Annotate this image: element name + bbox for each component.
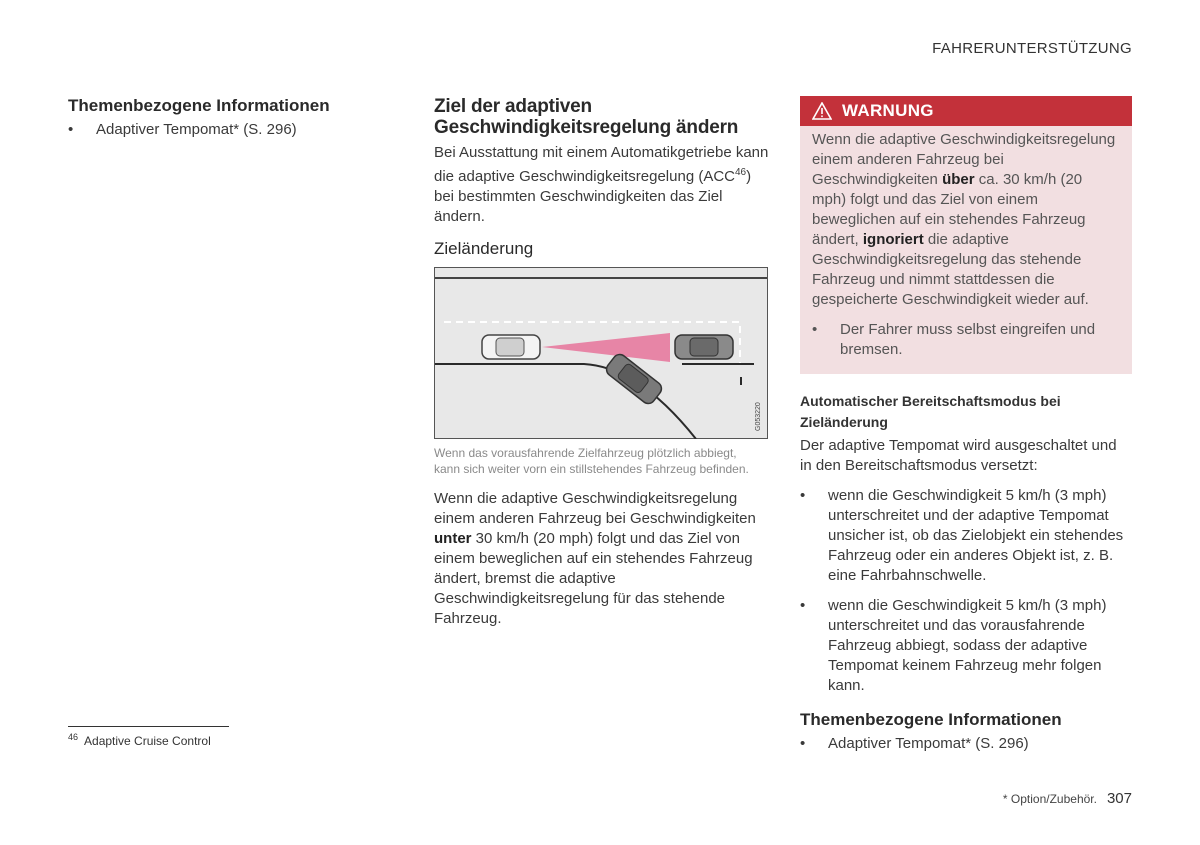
intro-paragraph xyxy=(434,143,770,227)
intro-text-b: ) bei bestimmten Geschwindigkeiten das Ziel ändern. xyxy=(434,168,752,225)
warning-box xyxy=(800,126,1132,374)
related-info-heading-right: Themenbezogene Informationen xyxy=(800,710,1062,729)
diagram-code: G053220 xyxy=(755,402,762,431)
related-info-heading: Themenbezogene Informationen xyxy=(68,96,330,115)
footnote-ref[interactable]: 46 xyxy=(735,167,747,178)
footnote-number: 46 xyxy=(68,732,79,742)
warning-bold-2: ignoriert xyxy=(862,231,924,248)
body-text-b: 30 km/h (20 mph) folgt und das Ziel von einem beweglichen auf ein stehendes Fahrzeug ändert, bremst die adaptive Geschwindigkeitsregelung für das stehende Fahrzeug. xyxy=(434,530,753,627)
warning-text-a: Wenn die adaptive Geschwindigkeitsregelung einem anderen Fahrzeug bei Geschwindigkeiten xyxy=(812,131,1116,188)
body-bold: unter xyxy=(434,530,472,547)
intro-text-a: Bei Ausstattung mit einem Automatikgetriebe kann die adaptive Geschwindigkeitsregelung (ACC xyxy=(434,144,769,185)
list-item: • wenn die Geschwindigkeit 5 km/h (3 mph) unterschreitet und das vorausfahrende Fahrzeug abbiegt, sodass der adaptive Tempomat keinem Fahrzeug mehr folgen kann. xyxy=(800,596,1132,696)
column-left xyxy=(68,96,368,140)
section-header: FAHRERUNTERSTÜTZUNG xyxy=(932,40,1132,57)
standby-subheading: Automatischer Bereitschaftsmodus bei Zieländerung xyxy=(800,393,1061,430)
page-number: 307 xyxy=(1106,790,1132,807)
warning-header xyxy=(800,96,1132,126)
stationary-car xyxy=(675,335,733,359)
list-item: • wenn die Geschwindigkeit 5 km/h (3 mph) unterschreitet und der adaptive Tempomat unsicher ist, ob das Zielobjekt ein stehendes Fahrzeug oder ein anderes Objekt ist, z. B. eine Fahrbahnschwelle. xyxy=(800,486,1132,586)
section-title: Ziel der adaptiven Geschwindigkeitsregelung ändern xyxy=(434,96,739,138)
warning-bold-1: über xyxy=(942,171,975,188)
body-paragraph xyxy=(434,489,770,629)
page-footer xyxy=(1003,790,1132,807)
warning-bullet: • Der Fahrer muss selbst eingreifen und bremsen. xyxy=(812,320,1120,360)
standby-intro: Der adaptive Tempomat wird ausgeschaltet und in den Bereitschaftsmodus versetzt: xyxy=(800,437,1117,474)
column-right xyxy=(800,96,1132,754)
footnote-text: Adaptive Cruise Control xyxy=(84,734,211,748)
option-note: * Option/Zubehör. xyxy=(1002,792,1097,806)
warning-text-b: ca. 30 km/h (20 mph) folgt und das Ziel von einem beweglichen auf ein stehendes Fahrzeug ändert, xyxy=(812,171,1086,248)
body-text-a: Wenn die adaptive Geschwindigkeitsregelung einem anderen Fahrzeug bei Geschwindigkeiten xyxy=(434,490,756,527)
footnote-rule xyxy=(68,726,229,727)
footnote xyxy=(68,732,211,748)
subheading-zielaenderung: Zieländerung xyxy=(434,239,534,258)
related-info-link[interactable]: • Adaptiver Tempomat* (S. 296) xyxy=(68,120,368,140)
warning-text-c: die adaptive Geschwindigkeitsregelung das stehende Fahrzeug und nimmt stattdessen die gespeicherte Geschwindigkeit wieder auf. xyxy=(812,231,1089,308)
column-middle xyxy=(434,96,770,629)
target-change-diagram xyxy=(434,267,768,439)
diagram-caption: Wenn das vorausfahrende Zielfahrzeug plötzlich abbiegt, kann sich weiter vorn ein stillstehendes Fahrzeug befinden. xyxy=(434,446,749,476)
related-info-link-right[interactable]: • Adaptiver Tempomat* (S. 296) xyxy=(800,734,1132,754)
warning-text xyxy=(812,130,1120,310)
warning-title: WARNUNG xyxy=(842,101,934,120)
warning-icon xyxy=(812,102,832,120)
own-car xyxy=(482,335,540,359)
standby-list xyxy=(800,486,1132,696)
